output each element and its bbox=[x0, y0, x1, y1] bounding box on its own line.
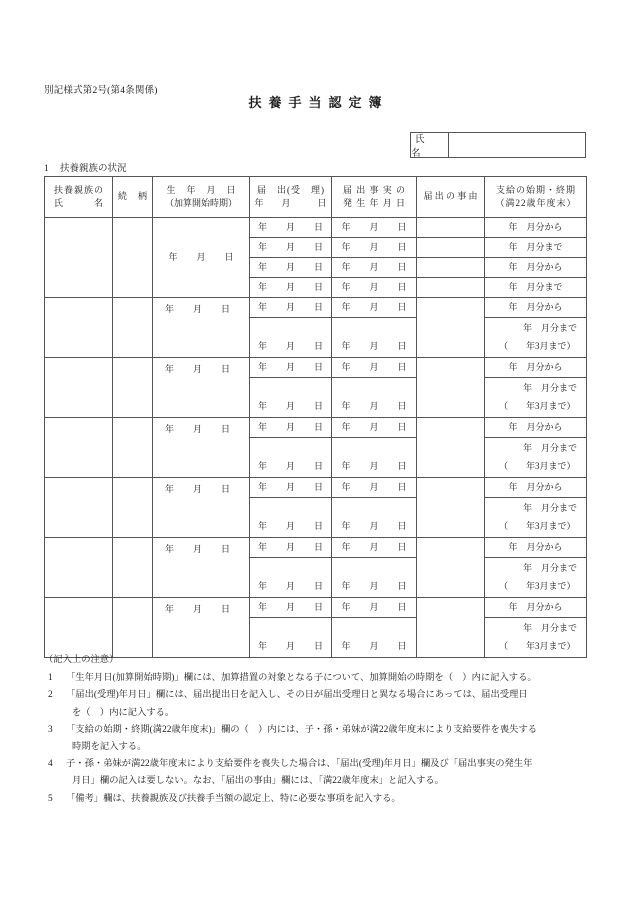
cell-reason[interactable] bbox=[417, 278, 485, 298]
cell-submission-date[interactable]: 年 月 日 bbox=[250, 498, 332, 538]
cell-relation[interactable] bbox=[113, 418, 153, 478]
table-row bbox=[45, 418, 587, 438]
cell-submission-date[interactable]: 年 月 日 bbox=[250, 378, 332, 418]
note-item bbox=[44, 756, 590, 790]
cell-event-date[interactable]: 年 月 日 bbox=[332, 438, 417, 478]
cell-event-date[interactable]: 年 月 日 bbox=[332, 498, 417, 538]
cell-event-date[interactable]: 年 月 日 bbox=[332, 258, 417, 278]
name-field-label: 氏 名 bbox=[411, 133, 449, 157]
cell-submission-date[interactable]: 年 月 日 bbox=[250, 418, 332, 438]
cell-payment-period[interactable]: 年 月分まで （ 年3月まで） bbox=[485, 378, 587, 418]
cell-relation[interactable] bbox=[113, 598, 153, 658]
note-item bbox=[44, 670, 590, 687]
table-header bbox=[45, 177, 587, 218]
cell-payment-period[interactable]: 年 月分から bbox=[485, 298, 587, 318]
cell-submission-date[interactable]: 年 月 日 bbox=[250, 478, 332, 498]
page-title: 扶養手当認定簿 bbox=[248, 95, 389, 110]
cell-event-date[interactable]: 年 月 日 bbox=[332, 278, 417, 298]
cell-submission-date[interactable]: 年 月 日 bbox=[250, 298, 332, 318]
cell-event-date[interactable]: 年 月 日 bbox=[332, 218, 417, 238]
cell-event-date[interactable]: 年 月 日 bbox=[332, 598, 417, 618]
th-birthdate: 生 年 月 日 （加算開始時期） bbox=[153, 177, 250, 218]
th-relation: 続 柄 bbox=[113, 177, 153, 218]
cell-payment-period[interactable]: 年 月分まで bbox=[485, 278, 587, 298]
notes-heading: （記入上の注意） bbox=[44, 655, 119, 665]
section-number: 1 bbox=[44, 164, 49, 174]
cell-event-date[interactable]: 年 月 日 bbox=[332, 298, 417, 318]
table-row bbox=[45, 298, 587, 318]
note-text: 子・孫・弟妹が満22歳年度末により支給要件を喪失した場合は、「届出(受理)年月日」欄及び「届出事実の発生年 月日」欄の記入は要しない。なお、「届出の事由」欄には、「満22歳年度末」と記入する。 bbox=[66, 759, 533, 787]
cell-event-date[interactable]: 年 月 日 bbox=[332, 618, 417, 658]
cell-dependent-name[interactable] bbox=[45, 218, 113, 298]
table-body bbox=[45, 218, 587, 658]
cell-birthdate[interactable]: 年 月 日 bbox=[153, 538, 250, 598]
th-reason: 届 出 の 事 由 bbox=[417, 177, 485, 218]
table-row bbox=[45, 478, 587, 498]
cell-submission-date[interactable]: 年 月 日 bbox=[250, 278, 332, 298]
th-event-date: 届 出 事 実 の 発 生 年 月 日 bbox=[332, 177, 417, 218]
cell-submission-date[interactable]: 年 月 日 bbox=[250, 218, 332, 238]
cell-birthdate[interactable]: 年 月 日 bbox=[153, 478, 250, 538]
cell-reason[interactable] bbox=[417, 298, 485, 358]
cell-reason[interactable] bbox=[417, 258, 485, 278]
cell-reason[interactable] bbox=[417, 478, 485, 538]
cell-payment-period[interactable]: 年 月分から bbox=[485, 418, 587, 438]
note-text: 「生年月日(加算開始時期)」欄には、加算措置の対象となる子について、加算開始の時期を（ ）内に記入する。 bbox=[66, 673, 537, 684]
note-text: 「備考」欄は、扶養親族及び扶養手当額の認定上、特に必要な事項を記入する。 bbox=[66, 793, 401, 804]
cell-relation[interactable] bbox=[113, 298, 153, 358]
table-row bbox=[45, 358, 587, 378]
cell-payment-period[interactable]: 年 月分から bbox=[485, 218, 587, 238]
cell-submission-date[interactable]: 年 月 日 bbox=[250, 238, 332, 258]
cell-reason[interactable] bbox=[417, 218, 485, 238]
cell-reason[interactable] bbox=[417, 418, 485, 478]
cell-payment-period[interactable]: 年 月分から bbox=[485, 358, 587, 378]
cell-event-date[interactable]: 年 月 日 bbox=[332, 538, 417, 558]
cell-reason[interactable] bbox=[417, 238, 485, 258]
th-submission-date: 届 出(受 理) 年 月 日 bbox=[250, 177, 332, 218]
name-field-input[interactable] bbox=[449, 133, 585, 157]
cell-birthdate[interactable]: 年 月 日 bbox=[153, 298, 250, 358]
cell-birthdate[interactable]: 年 月 日 bbox=[153, 418, 250, 478]
cell-submission-date[interactable]: 年 月 日 bbox=[250, 318, 332, 358]
cell-reason[interactable] bbox=[417, 538, 485, 598]
th-payment-period: 支給の始期・終期 （満22歳年度末） bbox=[485, 177, 587, 218]
cell-event-date[interactable]: 年 月 日 bbox=[332, 478, 417, 498]
cell-submission-date[interactable]: 年 月 日 bbox=[250, 558, 332, 598]
cell-payment-period[interactable]: 年 月分から bbox=[485, 598, 587, 618]
cell-submission-date[interactable]: 年 月 日 bbox=[250, 598, 332, 618]
cell-birthdate[interactable]: 年 月 日 bbox=[153, 358, 250, 418]
note-text: 「届出(受理)年月日」欄には、届出提出日を記入し、その日が届出受理日と異なる場合にあっては、届出受理日 を（ ）内に記入する。 bbox=[66, 690, 528, 718]
note-item bbox=[44, 722, 590, 756]
cell-submission-date[interactable]: 年 月 日 bbox=[250, 618, 332, 658]
note-item bbox=[44, 791, 590, 808]
cell-submission-date[interactable]: 年 月 日 bbox=[250, 438, 332, 478]
cell-payment-period[interactable]: 年 月分まで （ 年3月まで） bbox=[485, 498, 587, 538]
cell-submission-date[interactable]: 年 月 日 bbox=[250, 358, 332, 378]
cell-reason[interactable] bbox=[417, 358, 485, 418]
cell-event-date[interactable]: 年 月 日 bbox=[332, 318, 417, 358]
cell-relation[interactable] bbox=[113, 358, 153, 418]
cell-dependent-name[interactable] bbox=[45, 598, 113, 658]
section-label: 扶養親族の状況 bbox=[60, 164, 127, 174]
name-field-box bbox=[410, 132, 586, 158]
cell-submission-date[interactable]: 年 月 日 bbox=[250, 538, 332, 558]
cell-payment-period[interactable]: 年 月分まで （ 年3月まで） bbox=[485, 438, 587, 478]
note-number: 1 bbox=[48, 673, 53, 684]
cell-payment-period[interactable]: 年 月分まで （ 年3月まで） bbox=[485, 558, 587, 598]
cell-dependent-name[interactable] bbox=[45, 478, 113, 538]
cell-event-date[interactable]: 年 月 日 bbox=[332, 358, 417, 378]
table-row bbox=[45, 538, 587, 558]
note-number: 3 bbox=[48, 724, 53, 735]
cell-dependent-name[interactable] bbox=[45, 538, 113, 598]
cell-event-date[interactable]: 年 月 日 bbox=[332, 238, 417, 258]
cell-relation[interactable] bbox=[113, 478, 153, 538]
table-header-row bbox=[45, 177, 587, 218]
note-text: 「支給の始期・終期(満22歳年度末)」欄の（ ）内には、子・孫・弟妹が満22歳年度末により支給要件を喪失する 時期を記入する。 bbox=[66, 724, 538, 752]
cell-submission-date[interactable]: 年 月 日 bbox=[250, 258, 332, 278]
cell-dependent-name[interactable] bbox=[45, 358, 113, 418]
cell-relation[interactable] bbox=[113, 538, 153, 598]
cell-payment-period[interactable]: 年 月分から bbox=[485, 478, 587, 498]
cell-event-date[interactable]: 年 月 日 bbox=[332, 558, 417, 598]
note-item bbox=[44, 687, 590, 721]
cell-payment-period[interactable]: 年 月分まで bbox=[485, 238, 587, 258]
cell-payment-period[interactable]: 年 月分まで （ 年3月まで） bbox=[485, 618, 587, 658]
form-number: 別記様式第2号(第4条関係) bbox=[44, 86, 158, 96]
cell-dependent-name[interactable] bbox=[45, 298, 113, 358]
note-number: 4 bbox=[48, 759, 53, 770]
cell-birthdate[interactable]: 年 月 日 bbox=[153, 598, 250, 658]
notes-section bbox=[44, 652, 590, 808]
note-number: 2 bbox=[48, 690, 53, 701]
cell-reason[interactable] bbox=[417, 598, 485, 658]
cell-payment-period[interactable]: 年 月分から bbox=[485, 538, 587, 558]
cell-payment-period[interactable]: 年 月分まで （ 年3月まで） bbox=[485, 318, 587, 358]
cell-event-date[interactable]: 年 月 日 bbox=[332, 378, 417, 418]
cell-relation[interactable] bbox=[113, 218, 153, 298]
th-dependent-name: 扶養親族の 氏 名 bbox=[45, 177, 113, 218]
cell-dependent-name[interactable] bbox=[45, 418, 113, 478]
note-number: 5 bbox=[48, 793, 53, 804]
cell-event-date[interactable]: 年 月 日 bbox=[332, 418, 417, 438]
cell-payment-period[interactable]: 年 月分から bbox=[485, 258, 587, 278]
section-heading bbox=[44, 160, 127, 174]
cell-birthdate[interactable]: 年 月 日 bbox=[153, 218, 250, 298]
dependents-table bbox=[44, 176, 587, 658]
table-row bbox=[45, 218, 587, 238]
table-row bbox=[45, 598, 587, 618]
